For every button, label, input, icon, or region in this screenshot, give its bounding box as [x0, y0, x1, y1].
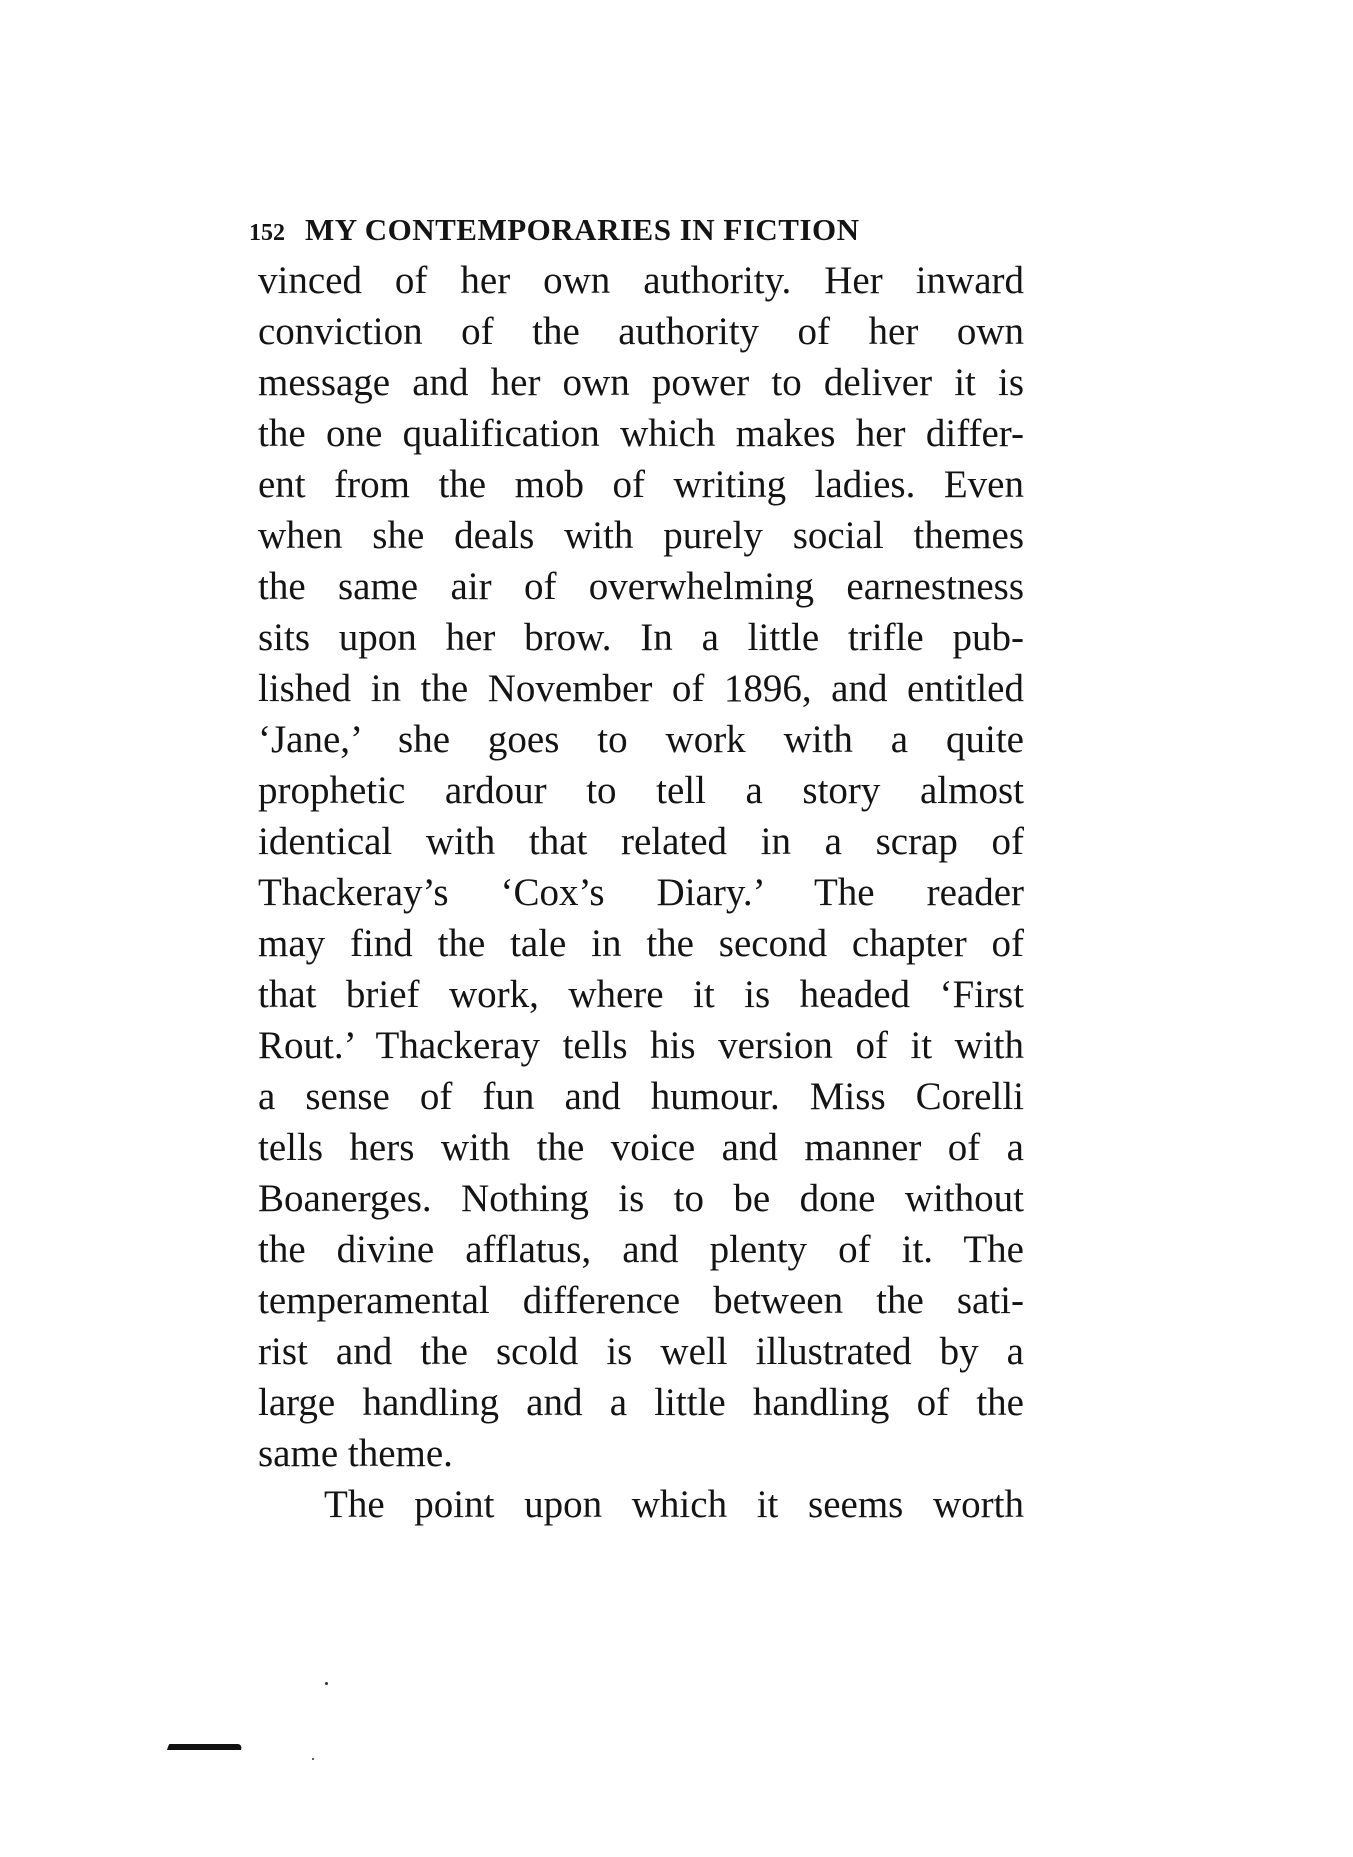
text-line: may find the tale in the second chapter of	[258, 922, 1024, 965]
text-line: the same air of overwhelming earnestness	[258, 565, 1024, 608]
text-line: Boanerges. Nothing is to be done without	[258, 1177, 1024, 1220]
text-line: identical with that related in a scrap of	[258, 820, 1024, 863]
text-line: Rout.’ Thackeray tells his version of it with	[258, 1024, 1024, 1067]
text-line: message and her own power to deliver it is	[258, 361, 1024, 404]
text-line: prophetic ardour to tell a story almost	[258, 769, 1024, 812]
ink-smudge	[167, 1744, 243, 1750]
text-line: tells hers with the voice and manner of a	[258, 1126, 1024, 1169]
ink-speck	[312, 1758, 314, 1760]
text-line: vinced of her own authority. Her inward	[258, 259, 1024, 302]
text-line: when she deals with purely social themes	[258, 514, 1024, 557]
text-line: a sense of fun and humour. Miss Corelli	[258, 1075, 1024, 1118]
text-line: ent from the mob of writing ladies. Even	[258, 463, 1024, 506]
text-line: rist and the scold is well illustrated by a	[258, 1330, 1024, 1373]
ink-speck	[325, 1682, 328, 1685]
text-line: large handling and a little handling of the	[258, 1381, 1024, 1424]
text-line: conviction of the authority of her own	[258, 310, 1024, 353]
text-line: that brief work, where it is headed ‘First	[258, 973, 1024, 1016]
body-text	[258, 255, 1024, 1530]
text-line: temperamental difference between the sati-	[258, 1279, 1024, 1322]
text-line: ‘Jane,’ she goes to work with a quite	[258, 718, 1024, 761]
paragraph-end-line: same theme.	[258, 1432, 453, 1475]
text-line: the divine afflatus, and plenty of it. The	[258, 1228, 1024, 1271]
text-line: lished in the November of 1896, and entitled	[258, 667, 1024, 710]
paragraph-start-line: The point upon which it seems worth	[324, 1483, 1024, 1526]
text-line: the one qualification which makes her differ-	[258, 412, 1024, 455]
running-title: MY CONTEMPORARIES IN FICTION	[305, 212, 860, 247]
text-line: sits upon her brow. In a little trifle pub-	[258, 616, 1024, 659]
text-line: Thackeray’s ‘Cox’s Diary.’ The reader	[258, 871, 1024, 914]
page-number: 152	[249, 220, 285, 246]
